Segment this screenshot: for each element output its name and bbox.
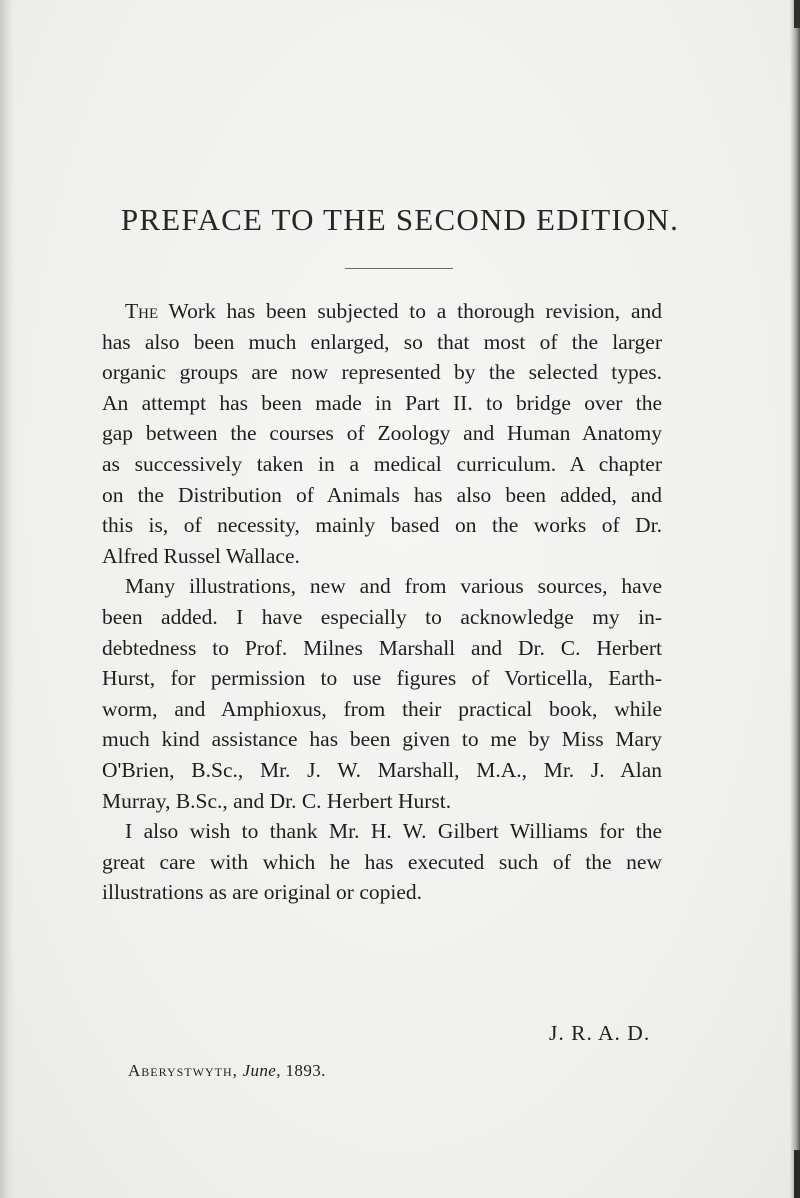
heading-rule (345, 268, 453, 269)
month: June, (242, 1061, 281, 1080)
text-line: illustrations as are original or copied. (102, 880, 423, 905)
text-line: been added. I have especially to acknowledge my in- (102, 604, 662, 629)
year: 1893. (285, 1061, 326, 1080)
text-line: organic groups are now represented by the selected types. (102, 360, 662, 385)
preface-body (102, 296, 662, 908)
text-line: worm, and Amphioxus, from their practical book, while (102, 696, 662, 721)
text-line: Many illustrations, new and from various sources, have (125, 574, 662, 599)
paragraph-2 (102, 571, 662, 816)
text-line: O'Brien, B.Sc., Mr. J. W. Marshall, M.A., Mr. J. Alan (102, 757, 662, 782)
place-date-line (128, 1061, 326, 1081)
text-line: Murray, B.Sc., and Dr. C. Herbert Hurst. (102, 788, 452, 813)
text-line: great care with which he has executed such of the new (102, 849, 662, 874)
text-line: debtedness to Prof. Milnes Marshall and Dr. C. Herbert (102, 635, 662, 660)
text-line: The Work has been subjected to a thorough revision, and (125, 299, 662, 323)
text-line: this is, of necessity, mainly based on the works of Dr. (102, 513, 662, 538)
page-edge-mark-bottom (794, 1150, 800, 1198)
page-left-edge (0, 0, 14, 1198)
text-line: An attempt has been made in Part II. to bridge over the (102, 390, 662, 415)
text-line: Hurst, for permission to use figures of Vorticella, Earth- (102, 666, 662, 691)
author-initials: J. R. A. D. (549, 1021, 651, 1045)
place-name: Aberystwyth, (128, 1061, 238, 1080)
preface-heading: PREFACE TO THE SECOND EDITION. (120, 202, 680, 237)
text-line: gap between the courses of Zoology and Human Anatomy (102, 421, 662, 446)
page-edge-mark-top (794, 0, 800, 28)
text-line: on the Distribution of Animals has also been added, and (102, 482, 662, 507)
lead-word: The (125, 299, 159, 323)
text-line: Alfred Russel Wallace. (102, 543, 300, 568)
text-line: I also wish to thank Mr. H. W. Gilbert Williams for the (125, 819, 662, 844)
paragraph-1 (102, 296, 662, 571)
text-line: has also been much enlarged, so that most of the larger (102, 329, 662, 354)
page-right-edge (790, 0, 800, 1198)
text-line: as successively taken in a medical curriculum. A chapter (102, 451, 662, 476)
text-line: much kind assistance has been given to me by Miss Mary (102, 727, 662, 752)
paragraph-3 (102, 816, 662, 908)
